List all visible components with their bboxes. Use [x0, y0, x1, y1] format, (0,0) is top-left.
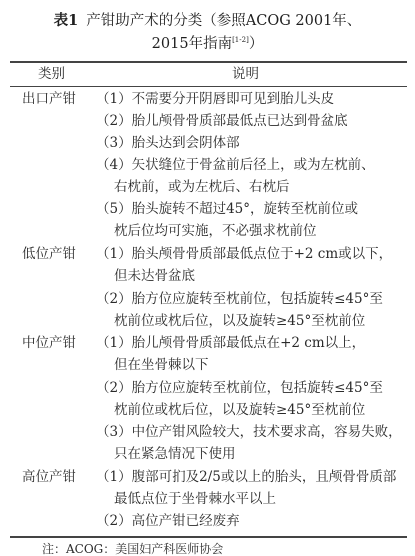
bottom-rule	[10, 536, 407, 538]
table-title-line1: 产钳助产术的分类（参照ACOG 2001年、	[86, 13, 362, 29]
table-row-line: （5）胎头旋转不超过45°，旋转至枕前位或	[96, 201, 359, 217]
table-row-line: 右枕前，或为左枕后、右枕后	[114, 179, 290, 195]
table-row-line: （1）不需要分开阴唇即可见到胎儿头皮	[96, 91, 335, 107]
table-row-line: 枕前位或枕后位，以及旋转≥45°至枕前位	[114, 402, 366, 418]
table-row-line: 但未达骨盆底	[114, 268, 195, 284]
table-row-line: （2）胎方位应旋转至枕前位，包括旋转≤45°至	[96, 291, 383, 307]
table-title-continued	[0, 33, 415, 55]
table-row-line: （1）胎头颅骨骨质部最低点位于+2 cm或以下，	[96, 246, 393, 262]
reference-superscript: [1-2]	[232, 36, 249, 45]
table-row-line: 但在坐骨棘以下	[114, 357, 209, 373]
header-rule	[10, 86, 407, 87]
category-high-forceps: 高位产钳	[22, 469, 76, 485]
table-row-line: 枕后位均可实施，不必强求枕前位	[114, 223, 317, 239]
table-title	[0, 10, 415, 32]
table-row-line: （2）高位产钳已经废弃	[96, 513, 240, 529]
category-mid-forceps: 中位产钳	[22, 335, 76, 351]
table-row-line: （2）胎儿颅骨骨质部最低点已达到骨盆底	[96, 113, 348, 129]
table-row-line: （3）胎头达到会阴体部	[96, 135, 240, 151]
table-title-line2-end: ）	[248, 36, 264, 52]
table-row-line: （3）中位产钳风险较大，技术要求高，容易失败，	[96, 424, 402, 440]
table-row-line: （4）矢状缝位于骨盆前后径上，或为左枕前、	[96, 157, 375, 173]
table-row-line: 只在紧急情况下使用	[114, 446, 236, 462]
table-row-line: 最低点位于坐骨棘水平以上	[114, 491, 276, 507]
category-low-forceps: 低位产钳	[22, 246, 76, 262]
header-description: 说明	[232, 66, 259, 82]
table-number: 表1	[53, 12, 79, 29]
table-row-line: （1）腹部可扪及2/5或以上的胎头，且颅骨骨质部	[96, 469, 397, 485]
table-row-line: （1）胎儿颅骨骨质部最低点在+2 cm以上，	[96, 335, 366, 351]
table-row-line: （2）胎方位应旋转至枕前位，包括旋转≤45°至	[96, 380, 383, 396]
header-category: 类别	[38, 66, 65, 82]
category-outlet-forceps: 出口产钳	[22, 91, 76, 107]
table-note: 注：ACOG：美国妇产科医师协会	[42, 542, 224, 556]
top-rule	[10, 61, 407, 63]
table-title-line2: 2015年指南	[151, 36, 233, 52]
table-row-line: 枕前位或枕后位，以及旋转≥45°至枕前位	[114, 313, 366, 329]
